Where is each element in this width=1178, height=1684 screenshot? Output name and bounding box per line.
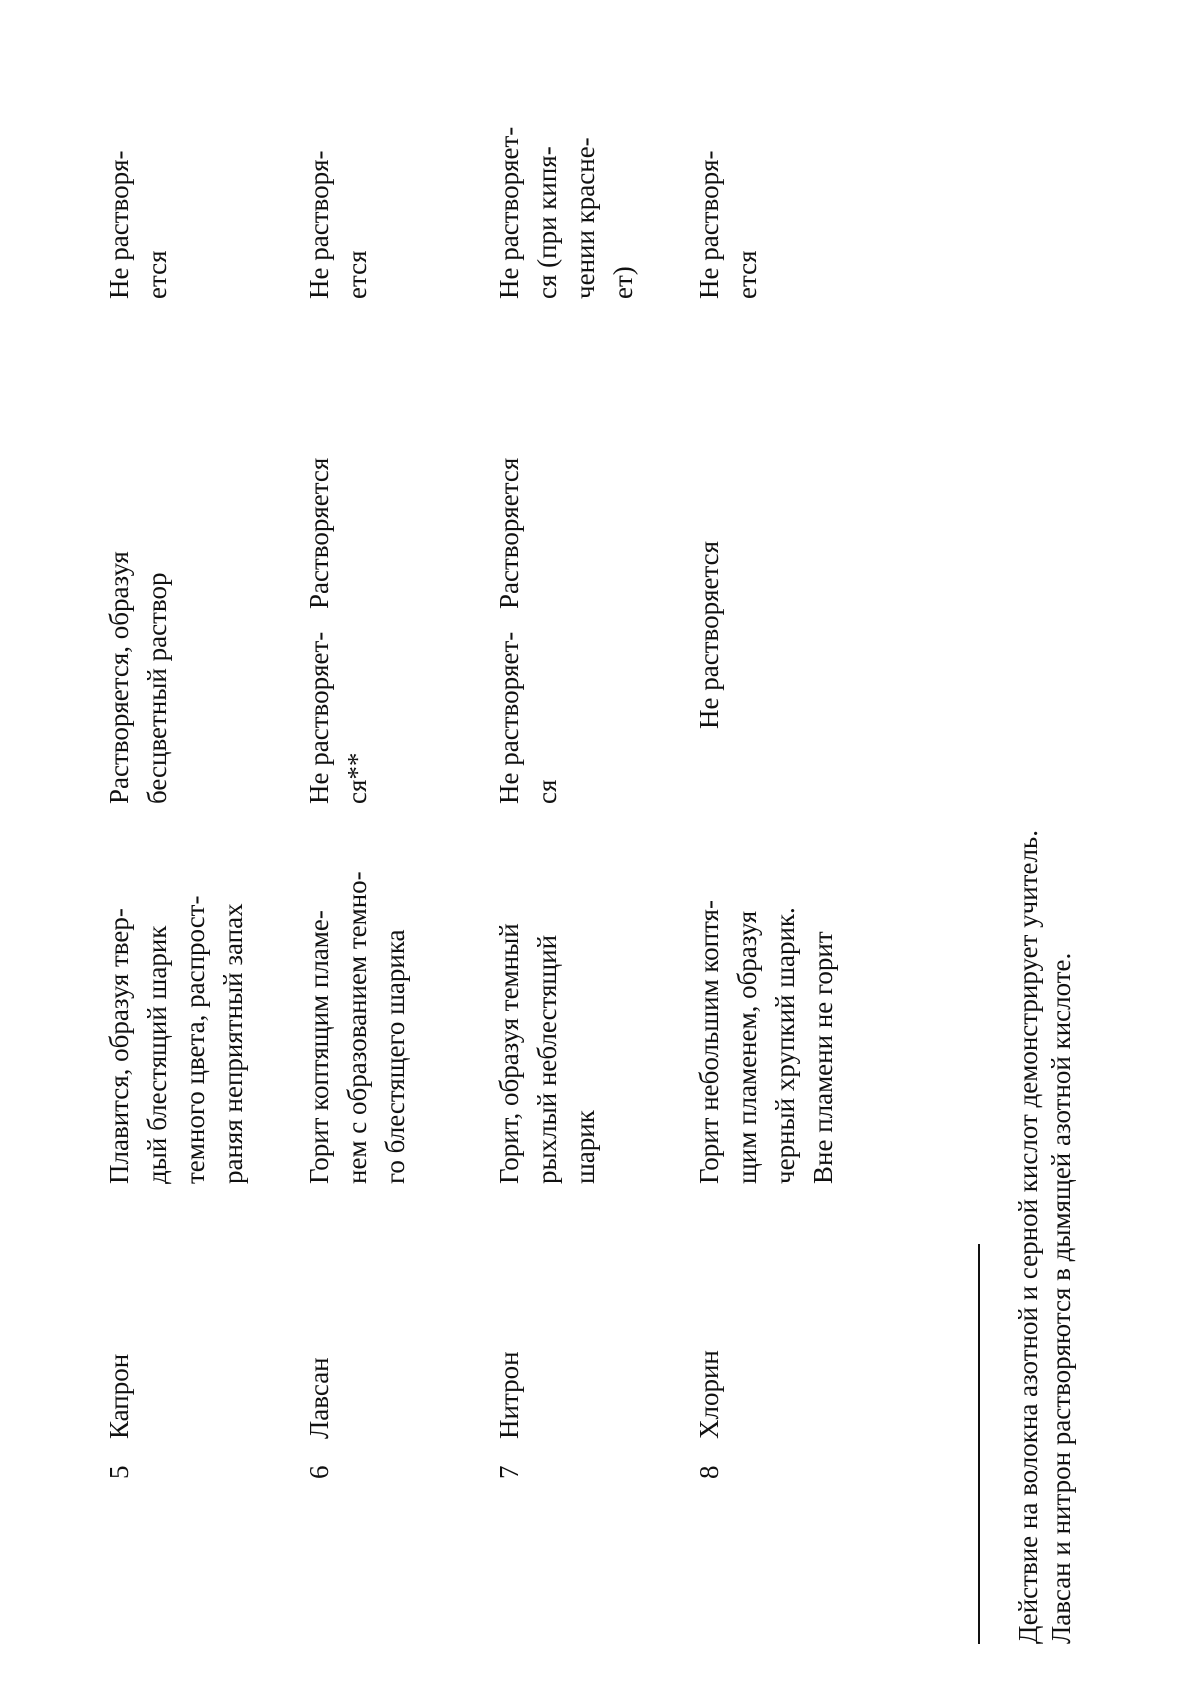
row-number: 5	[104, 1465, 134, 1479]
row-number: 7	[494, 1465, 524, 1479]
fiber-name: Хлорин	[694, 1350, 724, 1439]
nitric-acid-test: Не растворяет- ся**	[304, 631, 372, 804]
burning-test: Горит небольшим коптя- щим пламенем, образуя черный хрупкий шарик. Вне пламени не горит	[694, 900, 838, 1184]
acids-test: Не растворяется	[694, 541, 724, 729]
sulfuric-acid-test: Растворяется	[494, 457, 524, 609]
row-number: 6	[304, 1465, 334, 1479]
row-number: 8	[694, 1465, 724, 1479]
footnotes	[1012, 44, 1078, 1644]
sulfuric-acid-test: Растворяется	[304, 457, 334, 609]
nitric-acid-test: Не растворяет- ся	[494, 631, 562, 804]
fiber-name: Лавсан	[304, 1357, 334, 1439]
burning-test: Горит коптящим пламе- нем с образованием темно- го блестящего шарика	[304, 871, 410, 1184]
alkali-test: Не растворяет- ся (при кипя- чении красне- ет)	[494, 126, 638, 299]
fiber-name: Капрон	[104, 1353, 134, 1439]
burning-test: Горит, образуя темный рыхлый неблестящий шарик	[494, 923, 600, 1184]
nitric-acid-test: Растворяется, образуя бесцветный раствор	[104, 551, 172, 804]
burning-test: Плавится, образуя твер- дый блестящий шарик темного цвета, распрост- раняя неприятный запах	[104, 895, 248, 1184]
alkali-test: Не растворя- ется	[104, 150, 172, 299]
alkali-test: Не растворя- ется	[304, 150, 372, 299]
alkali-test: Не растворя- ется	[694, 150, 762, 299]
fiber-name: Нитрон	[494, 1351, 524, 1439]
footnote: Действие на волокна азотной и серной кислот демонстрирует учитель.	[1013, 830, 1043, 1644]
footnote-divider	[978, 1244, 980, 1644]
footnote: Лавсан и нитрон растворяются в дымящей азотной кислоте.	[1046, 952, 1076, 1644]
